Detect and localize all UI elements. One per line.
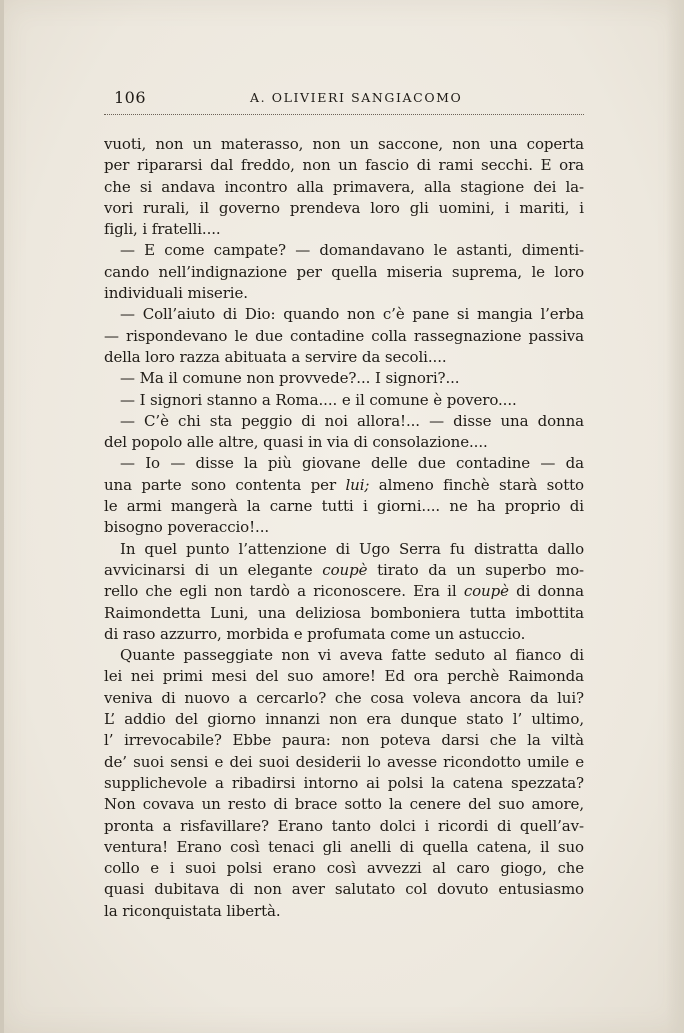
page-outer-edge — [666, 0, 684, 1033]
text-line: individuali miserie. — [104, 284, 248, 303]
text-segment: rello che egli non tardò a riconoscere. Era il — [104, 582, 464, 601]
text-line: veniva di nuovo a cercarlo? che cosa voleva ancora da lui? — [104, 688, 584, 707]
text-segment: di donna — [508, 582, 584, 601]
text-line: la riconquistata libertà. — [104, 901, 281, 920]
text-line: supplichevole a ribadirsi intorno ai polsi la catena spezzata? — [104, 773, 584, 792]
text-line: L’ addio del giorno innanzi non era dunque stato l’ ultimo, — [104, 710, 584, 729]
text-line: — Io — disse la più giovane delle due contadine — da — [120, 454, 584, 473]
text-line: — Ma il comune non provvede?... I signori?... — [120, 369, 460, 388]
page-binding-edge — [0, 0, 4, 1033]
text-line: Raimondetta Luni, una deliziosa bomboniera tutta imbottita — [104, 603, 584, 622]
text-line: Non covava un resto di brace sotto la cenere del suo amore, — [104, 795, 584, 814]
text-line: di raso azzurro, morbida e profumata come un astuccio. — [104, 624, 526, 643]
text-line: collo e i suoi polsi erano così avvezzi al caro giogo, che — [104, 859, 584, 878]
text-line: per ripararsi dal freddo, non un fascio di rami secchi. E ora — [104, 156, 584, 175]
text-line: lei nei primi mesi del suo amore! Ed ora perchè Raimonda — [104, 667, 584, 686]
text-line: — rispondevano le due contadine colla rassegnazione passiva — [104, 326, 584, 345]
text-line: quasi dubitava di non aver salutato col dovuto entusiasmo — [104, 880, 584, 899]
text-line — [104, 475, 584, 496]
text-segment: tirato da un superbo mo- — [367, 560, 584, 579]
text-line: Quante passeggiate non vi aveva fatte seduto al fianco di — [120, 646, 584, 665]
italic-word: coupè — [322, 560, 368, 579]
text-line: In quel punto l’attenzione di Ugo Serra fu distratta dallo — [120, 539, 584, 558]
text-line: — Coll’aiuto di Dio: quando non c’è pane si mangia l’erba — [120, 305, 584, 324]
text-segment: una parte sono contenta per — [104, 475, 346, 494]
text-line: de’ suoi sensi e dei suoi desiderii lo avesse ricondotto umile e — [104, 752, 584, 771]
text-line: bisogno poveraccio!... — [104, 518, 270, 537]
text-segment: avvicinarsi di un elegante — [104, 560, 323, 579]
text-line: pronta a risfavillare? Erano tanto dolci i ricordi di quell’av- — [104, 816, 584, 835]
text-line: vori rurali, il governo prendeva loro gli uomini, i mariti, i — [104, 198, 584, 217]
body-text — [104, 134, 584, 922]
text-line: del popolo alle altre, quasi in via di consolazione.... — [104, 433, 488, 452]
running-head: A. OLIVIERI SANGIACOMO — [250, 90, 463, 105]
text-line: l’ irrevocabile? Ebbe paura: non poteva darsi che la viltà — [104, 731, 584, 750]
text-line — [104, 560, 584, 581]
text-line: figli, i fratelli.... — [104, 220, 221, 239]
page-number: 106 — [114, 88, 147, 107]
italic-word: lui; — [345, 475, 370, 494]
italic-word: coupè — [463, 582, 509, 601]
text-line: — E come campate? — domandavano le astanti, dimenti- — [120, 241, 584, 260]
text-line: — I signori stanno a Roma.... e il comune è povero.... — [120, 390, 517, 409]
text-line: le armi mangerà la carne tutti i giorni.... ne ha proprio di — [104, 497, 584, 516]
text-line — [104, 581, 584, 602]
header-dotted-rule — [104, 114, 584, 115]
text-line: vuoti, non un materasso, non un saccone, non una coperta — [104, 135, 584, 153]
text-line: che si andava incontro alla primavera, alla stagione dei la- — [104, 177, 584, 196]
text-line: — C’è chi sta peggio di noi allora!... — disse una donna — [120, 411, 584, 430]
text-line: cando nell’indignazione per quella miseria suprema, le loro — [104, 262, 584, 281]
page-header — [104, 88, 584, 114]
text-line: della loro razza abituata a servire da secoli.... — [104, 347, 447, 366]
text-segment: almeno finchè starà sotto — [369, 475, 584, 494]
text-line: ventura! Erano così tenaci gli anelli di quella catena, il suo — [104, 837, 584, 856]
